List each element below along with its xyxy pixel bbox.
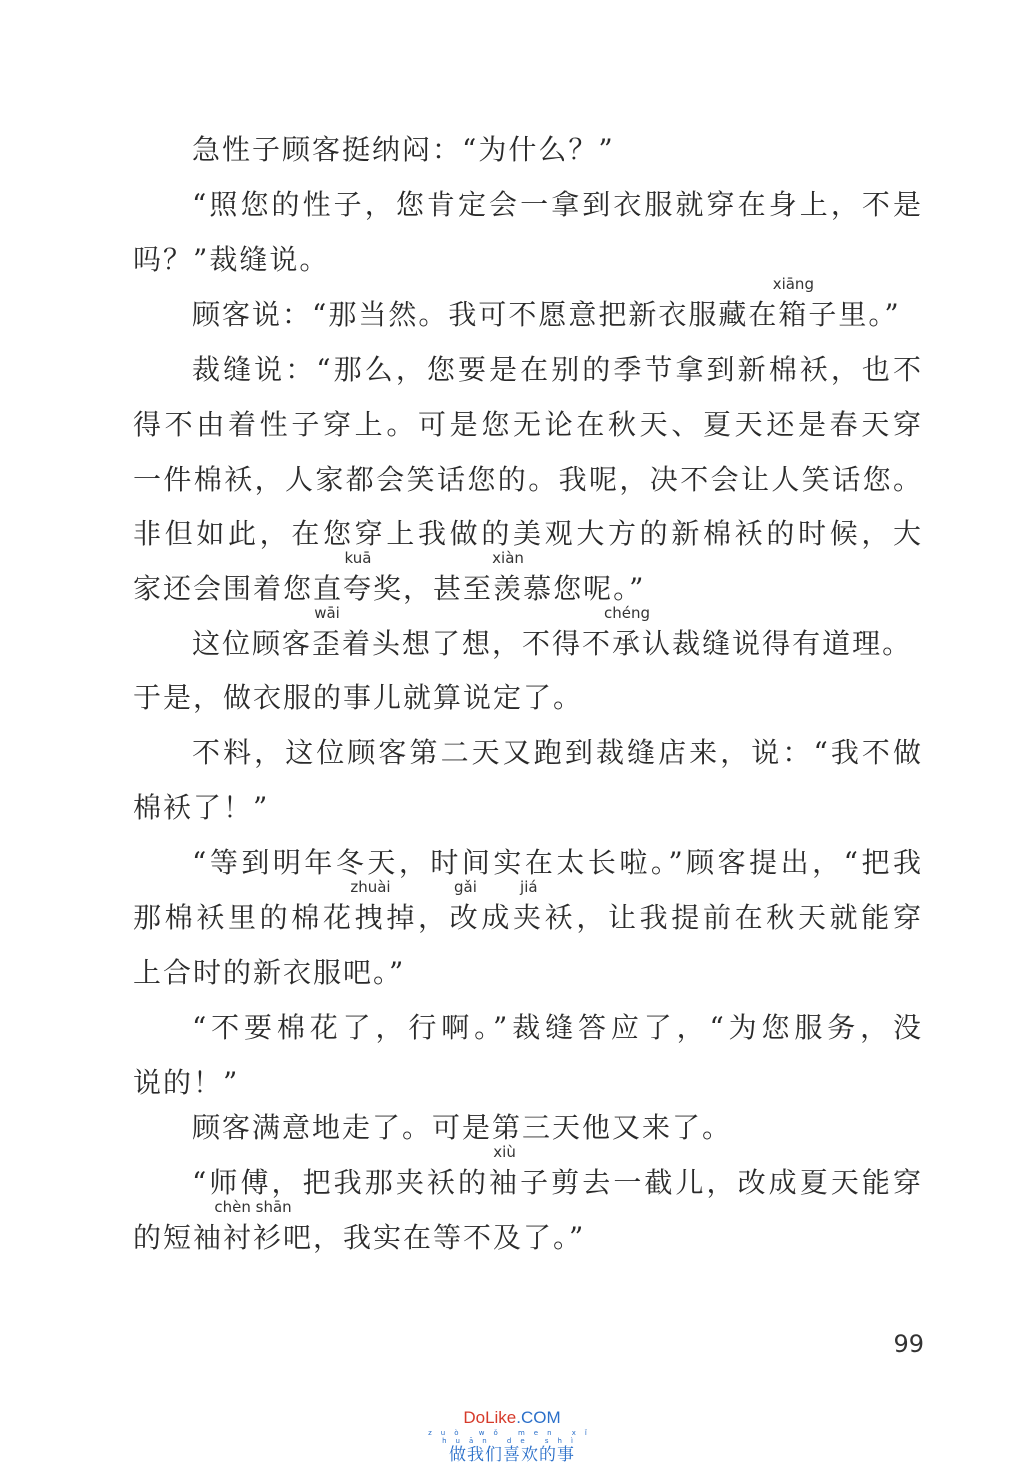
text-line — [133, 678, 923, 718]
text-line — [192, 275, 923, 335]
text-segment: 不料，这位顾客第二天又跑到裁缝店来，说：“我不做 — [192, 736, 923, 769]
annotated-char-text: 夹 — [512, 901, 545, 934]
text-line — [192, 130, 923, 170]
annotated-char — [449, 878, 482, 934]
text-segment: 上合时的新衣服吧。” — [133, 956, 406, 989]
text-segment: 一件棉袄，人家都会笑话您的。我呢，决不会让人笑话您。 — [133, 463, 923, 496]
text-line — [192, 1108, 923, 1148]
text-segment: 裁缝说：“那么，您要是在别的季节拿到新棉袄，也不 — [192, 353, 923, 386]
text-line — [192, 185, 923, 225]
brand-domain: .COM — [516, 1408, 561, 1427]
pinyin-annotation: chèn shān — [214, 1198, 292, 1216]
text-segment: 的短袖 — [133, 1221, 224, 1254]
text-segment: 非但如此，在您穿上我做的美观大方的新棉袄的时候，大 — [133, 517, 923, 550]
annotated-char — [312, 604, 343, 660]
text-segment: “照您的性子，您肯定会一拿到衣服就穿在身上，不是 — [192, 188, 923, 221]
text-line — [133, 460, 923, 500]
annotated-char — [489, 1143, 521, 1199]
text-segment: 得不由着性子穿上。可是您无论在秋天、夏天还是春天穿 — [133, 408, 923, 441]
annotated-char — [512, 878, 545, 934]
text-segment: 急性子顾客挺纳闷：“为什么？” — [192, 133, 615, 166]
text-segment: 那棉袄里的棉花 — [133, 901, 355, 934]
text-segment: 袄，让我提前在秋天就能穿 — [544, 901, 923, 934]
text-line — [133, 953, 923, 993]
text-line — [133, 405, 923, 445]
text-line — [133, 240, 923, 280]
text-line — [192, 1143, 923, 1203]
text-segment: 奖，甚至 — [373, 572, 494, 605]
text-segment: 掉， — [386, 901, 450, 934]
pinyin-annotation: zhuài — [350, 878, 391, 896]
tagline-pinyin: zuò wǒ men xǐ huān de shì — [428, 1429, 596, 1445]
pinyin-annotation: wāi — [314, 604, 340, 622]
pinyin-annotation: xiāng — [772, 275, 814, 293]
annotated-char-text: 袖 — [489, 1166, 521, 1199]
annotated-char-text: 箱 — [778, 298, 809, 331]
text-segment: “师傅，把我那夹袄的 — [192, 1166, 490, 1199]
annotated-char-text: 衬衫 — [223, 1221, 284, 1254]
pinyin-annotation: xiù — [493, 1143, 516, 1161]
annotated-char-text: 羡 — [493, 572, 524, 605]
annotated-char-text: 歪 — [312, 627, 343, 660]
text-line — [192, 350, 923, 390]
text-segment: 顾客说：“那当然。我可不愿意把新衣服藏在 — [192, 298, 779, 331]
text-segment: 吧，我实在等不及了。” — [283, 1221, 586, 1254]
text-segment: 子剪去一截儿，改成夏天能穿 — [520, 1166, 923, 1199]
brand-name: DoLike — [463, 1408, 517, 1427]
text-segment: 成 — [481, 901, 513, 934]
text-line — [133, 1063, 923, 1103]
pinyin-annotation: xiàn — [492, 549, 524, 567]
footer-watermark — [400, 1408, 624, 1465]
pinyin-annotation: gǎi — [454, 878, 477, 896]
text-segment: 吗？”裁缝说。 — [133, 243, 330, 276]
pinyin-annotation: chéng — [604, 604, 651, 622]
text-segment: 于是，做衣服的事儿就算说定了。 — [133, 681, 584, 714]
text-segment: 子里。” — [808, 298, 901, 331]
annotated-char-text: 改 — [449, 901, 482, 934]
annotated-char — [343, 549, 374, 605]
text-segment: 认裁缝说得有道理。 — [642, 627, 913, 660]
annotated-char-text: 拽 — [354, 901, 387, 934]
text-line — [133, 788, 923, 828]
text-line — [192, 733, 923, 773]
annotated-char — [214, 1198, 292, 1254]
text-segment: “不要棉花了，行啊。”裁缝答应了，“为您服务，没 — [192, 1011, 923, 1044]
text-segment: 家还会围着您直 — [133, 572, 344, 605]
annotated-char — [492, 549, 524, 605]
text-line — [192, 843, 923, 883]
annotated-char — [772, 275, 814, 331]
text-segment: 顾客满意地走了。可是第三天他又来了。 — [192, 1111, 733, 1144]
text-line — [133, 549, 923, 609]
pinyin-annotation: jiá — [520, 878, 538, 896]
annotated-char — [604, 604, 651, 660]
pinyin-annotation: kuā — [344, 549, 372, 567]
text-line — [192, 604, 923, 664]
text-segment: 这位顾客 — [192, 627, 313, 660]
text-line — [133, 878, 923, 938]
tagline: 做我们喜欢的事 — [449, 1445, 575, 1465]
text-line — [192, 1008, 923, 1048]
text-segment: 棉袄了！” — [133, 791, 270, 824]
annotated-char — [350, 878, 391, 934]
annotated-char-text: 夸 — [343, 572, 374, 605]
annotated-char-text: 承 — [612, 627, 643, 660]
text-line — [133, 514, 923, 554]
text-segment: 着头想了想，不得不 — [342, 627, 613, 660]
text-segment: “等到明年冬天，时间实在太长啦。”顾客提出，“把我 — [192, 846, 923, 879]
text-segment: 慕您呢。” — [523, 572, 646, 605]
page-number: 99 — [893, 1330, 924, 1358]
text-segment: 说的！” — [133, 1066, 240, 1099]
text-line — [133, 1198, 923, 1258]
brand-logo — [400, 1408, 624, 1428]
